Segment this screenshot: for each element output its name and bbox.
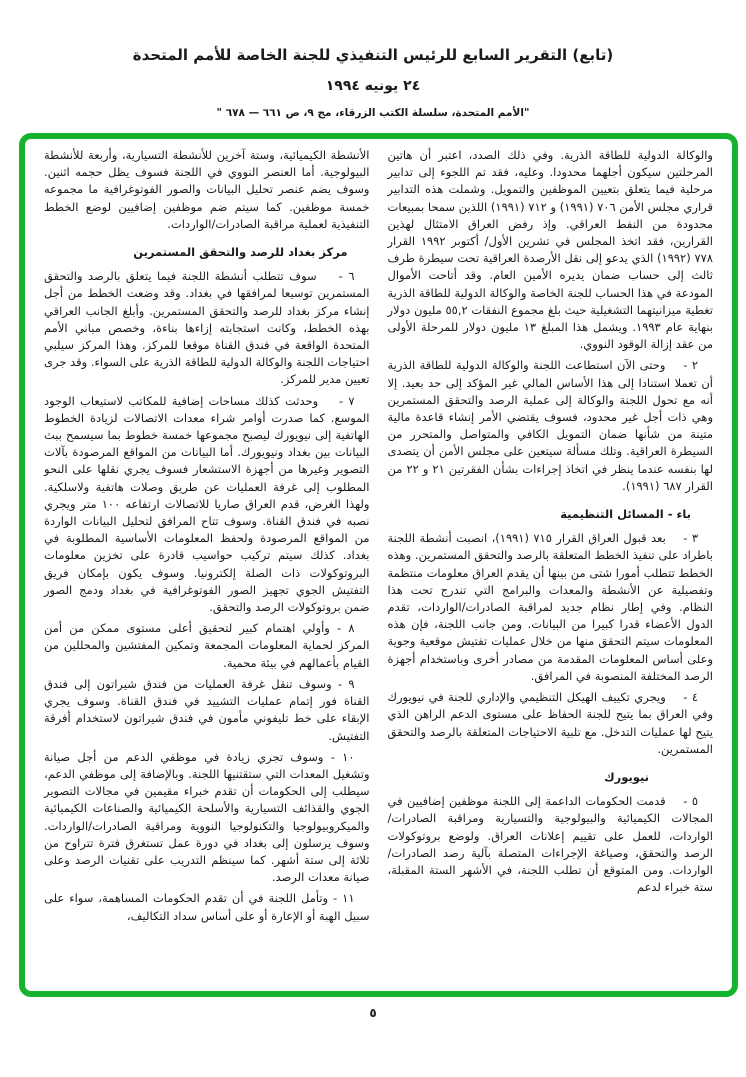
paragraph-9: ٩ - وسوف تنقل غرفة العمليات من فندق شيراتون إلى فندق القناة فور إتمام عمليات التشييد في فندق القناة. وسوف يجري الإبقاء على خط تليفوني مأمون في فندق شيراتون لاستخدام أفرقة التفتيش. — [44, 676, 370, 743]
report-date: ٢٤ يونيه ١٩٩٤ — [325, 78, 421, 94]
paragraph-intro-right: والوكالة الدولية للطاقة الذرية. وفي ذلك الصدد، اعتبر أن هاتين المرحلتين سيكون أجلهما محدودا. وعليه، فقد تم اللجوء إلى تدابير مرحلية فيما يتعلق بتعيين الموظفين والتمويل. وشملت هذه التدابير قراري مجلس الأمن ٧٠٦ (١٩٩١) و ٧١٢ (١٩٩١) اللذين سمحا بمبيعات محدودة من النفط العراقي. وإذ رفض العراق الامتثال لهذين القرارين، فقد اتخذ المجلس في تشرين الأول/ أكتوبر ١٩٩٢ القرار ٧٧٨ (١٩٩٢) الذي يدعو إلى نقل الأرصدة العراقية تحت سيطرة طرف ثالث إلى حساب ضمان يديره الأمين العام. وقد أتاحت الأموال المودعة في هذا الحساب للجنة الخاصة والوكالة الدولية للطاقة الذرية تغطية ميزانيتهما التشغيلية حيث بلغ مجموع النفقات ٥٥,٢ مليون دولار بنهاية عام ١٩٩٣. ويشمل هذا المبلغ ١٣ مليون دولار للمرحلة الأولى من عقد إزالة الوقود النووي. — [387, 148, 714, 352]
page-number: ٥ — [369, 1006, 377, 1020]
right-column — [388, 147, 714, 981]
section-heading-baghdad-center: مركز بغداد للرصد والتحقق المستمرين — [133, 245, 348, 260]
paragraph-11: ١١ - وتأمل اللجنة في أن تقدم الحكومات المساهمة، سواء على سبيل الهبة أو الإعارة أو على أساس سداد التكاليف، — [44, 891, 370, 923]
section-heading-newyork: نيويورك — [604, 769, 649, 784]
paragraph-7: ٧ - وحدثت كذلك مساحات إضافية للمكاتب لاستيعاب الوجود الموسع. كما صدرت أوامر شراء معدات الاتصالات لزيادة الخطوط الهاتفية إلى نيويورك ليصبح مجموعها خمسة خطوط بما سيسمح ببث البيانات بين بغداد ونيويورك. أما البيانات من المواقع المرصودة بآلات التصوير وغيرها من أجهزة الاستشعار فسوف يجري نقلها على النحو المطلوب إلى غرفة العمليات عن طريق وصلات هاتفية ولاسلكية. ولهذا الغرض، قدم العراق صاريا للاتصالات ارتفاعه ١٠٠ متر ويجري نصبه في فندق القناة. وسوف تتاح المرافق لتحليل البيانات الواردة من المواقع المرصودة ولحفظ المعلومات الأساسية المطلوبة في بغداد. كذلك سيتم تركيب حواسيب قادرة على تخزين معلومات البروتوكولات ذات الصلة إلكترونيا. وسوف يكون بإمكان فريق التفتيش الجوي تجهيز الصور الفوتوغرافية في بغداد ودمج الصور ضمن بروتوكولات الرصد والتحقق. — [44, 393, 370, 615]
report-source-line: "الأمم المتحدة، سلسلة الكتب الزرقاء، مج ٩، ص ٦٦١ — ٦٧٨ " — [216, 107, 530, 119]
paragraph-4: ٤ - ويجري تكييف الهيكل التنظيمي والإداري للجنة في نيويورك وفي العراق بما يتيح للجنة الحفاظ على مستوى الدعم الراهن الذي يتيح لها عمليات التدخل. مع تلبية الاحتياجات المتعلقة بالرصد والتحقق المستمرين. — [387, 690, 713, 756]
paragraph-3: ٣ - بعد قبول العراق القرار ٧١٥ (١٩٩١)، انصبت أنشطة اللجنة باطراد على تنفيذ الخطط المتعلقة بالرصد والتحقق المستمرين. وهذه الخطط تتطلب أمورا شتى من بينها أن يقدم العراق معلومات منتظمة وتفصيلية عن الأنشطة والمعدات والبرامج التي تندرج تحت هذا النظام. وفي إطار نظام جديد لمراقبة الصادرات/الواردات، تقدم الدول الأعضاء قدرا كبيرا من البيانات. ومن جانب اللجنة، فإن هذه المعلومات سيتم التحقق منها من خلال عمليات تفتيش موقعية وجوية وعلى أساس المعلومات المقدمة من مصادر أخرى وباستخدام أجهزة الرصد المختلفة المنصوبة في المرافق. — [387, 531, 713, 683]
paragraph-8: ٨ - وأولي اهتمام كبير لتحقيق أعلى مستوى ممكن من أمن المركز لحماية المعلومات المجمعة وتمكين المفتشين والمحللين من القيام بأعمالهم في بيئة محمية. — [44, 621, 370, 670]
document-header — [0, 0, 746, 119]
green-content-frame — [19, 133, 738, 997]
report-title: (تابع) التقرير السابع للرئيس التنفيذي للجنة الخاصة للأمم المتحدة — [132, 46, 614, 64]
paragraph-10: ١٠ - وسوف تجري زيادة في موظفي الدعم من أجل صيانة وتشغيل المعدات التي ستقتنيها اللجنة. وبالإضافة إلى موظفي الدعم، سيطلب إلى الحكومات أن تقدم خبراء مقيمين في مجالات التصوير الجوي والقذائف التسيارية والأسلحة الكيميائية والصناعات الكيميائية والميكروبيولوجيا والتكنولوجيا النووية ومراقبة الصادرات/الواردات. وسوف يرسلون إلى بغداد في دورة عمل تستغرق فترة تتراوح من ثلاثة إلى ستة أشهر. كما سينظم التدريب على تقنيات الرصد وعلى صيانة معدات الرصد. — [44, 749, 370, 885]
paragraph-5: ٥ - قدمت الحكومات الداعمة إلى اللجنة موظفين إضافيين في المجالات الكيميائية والبيولوجية والتسيارية ومراقبة الصادرات/الواردات، للعمل على تقييم إعلانات العراق. ولوضع بروتوكولات الرصد والتحقق، وصياغة الإجراءات المتصلة بآلية رصد الصادرات/الواردات. ومن المتوقع أن تطلب اللجنة، في الأشهر الستة المقبلة، ستة خبراء لدعم — [387, 794, 713, 895]
paragraph-6: ٦ - سوف تتطلب أنشطة اللجنة فيما يتعلق بالرصد والتحقق المستمرين توسيعا لمرافقها في بغداد. وقد وضعت الخطط من أجل إنشاء مركز بغداد للرصد والتحقق المستمرين. وأبلغ الجانب العراقي بهذه الخطط، وكانت استجابته إزاءها بناءة، وخصص مباني الأمم المتحدة الواقعة في فندق القناة موقعا للمركز. وهذا المركز سيلبي احتياجات اللجنة والوكالة الدولية للطاقة الذرية على السواء. وقد جرى تعيين مدير للمركز. — [44, 269, 370, 387]
paragraph-2: ٢ - وحتى الآن استطاعت اللجنة والوكالة الدولية للطاقة الذرية أن تعملا استنادا إلى هذا الأساس المالي غير المؤكد إلى حد بعيد. إلا أنه مع تحول اللجنة والوكالة إلى عملية الرصد والتحقق المستمرين وهي ذات أجل غير محدود، فسوف يقتضي الأمر إنشاء قاعدة مالية متينة من شأنها ضمان التمويل الكافي والمتواصل والمتحرر من السيطرة العراقية. وتلك مسألة سيتعين على مجلس الأمن أن يتصدى لها بنفسه عندما ينظر في اتخاذ إجراءات بشأن الفقرتين ٢١ و ٢٢ من القرار ٦٨٧ (١٩٩١). — [387, 358, 713, 493]
section-heading-b: باء - المسائل التنظيمية — [560, 507, 691, 522]
paragraph-intro-left: الأنشطة الكيميائية، وستة آخرين للأنشطة التسيارية، وأربعة للأنشطة البيولوجية. أما العنصر النووي في اللجنة فسوف يظل حجمه اثنين. وسوف يضم عنصر تحليل البيانات والصور الفوتوغرافية ما مجموعه خمسة موظفين. كما سيتم ضم موظفين إضافيين لوضع الخطط التنفيذية لعملية مراقبة الصادرات/الواردات. — [44, 148, 370, 231]
left-column — [44, 147, 370, 981]
